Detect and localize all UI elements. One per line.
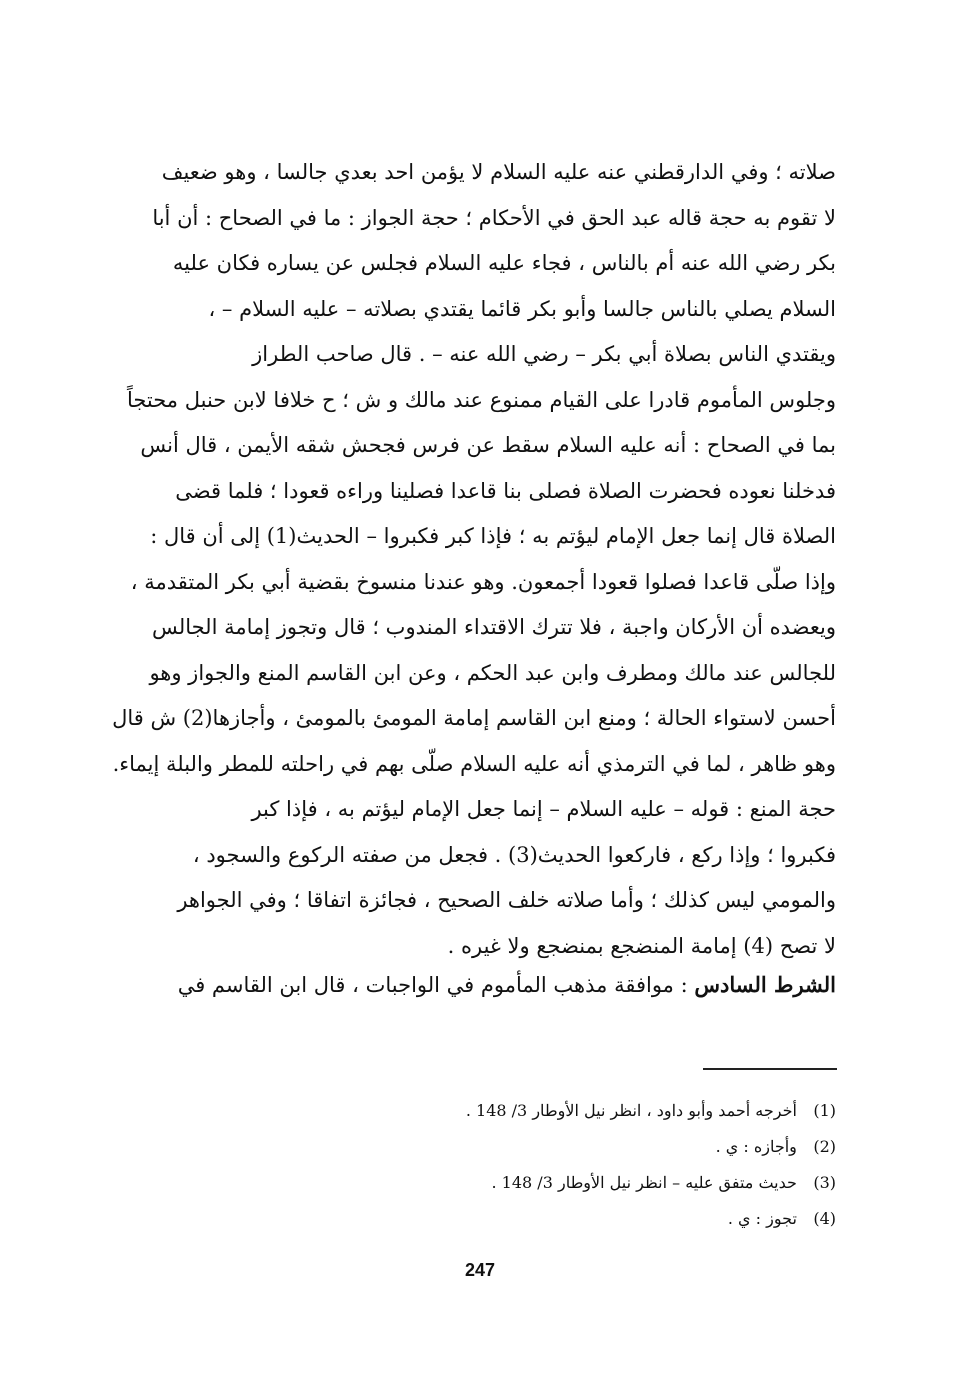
text-line: لا تصح (4) إمامة المنضجع بمنضجع ولا غيره . bbox=[447, 933, 836, 958]
text-line: السلام يصلي بالناس جالسا وأبو بكر قائما يقتدي بصلاته – عليه السلام – ، bbox=[208, 296, 836, 321]
footnote-text: تجوز : ي . bbox=[727, 1209, 797, 1228]
footnote-item bbox=[300, 1201, 836, 1237]
section-heading-title: الشرط السادس bbox=[694, 972, 836, 997]
text-line: وإذا صلّى قاعدا فصلوا قعودا أجمعون. وهو عندنا منسوخ بقضية أبي بكر المتقدمة ، bbox=[130, 569, 836, 594]
footnotes bbox=[300, 1093, 836, 1237]
page-number: 247 bbox=[464, 1260, 496, 1280]
text-line: لا تقوم به حجة قاله عبد الحق في الأحكام ؛ حجة الجواز : ما في الصحاح : أن أبا bbox=[152, 205, 836, 230]
text-line: حجة المنع : قوله – عليه السلام – إنما جعل الإمام ليؤتم به ، فإذا كبر bbox=[251, 797, 836, 821]
section-heading-text: : موافقة مذهب المأموم في الواجبات ، قال ابن القاسم في bbox=[177, 973, 695, 997]
footnote-item bbox=[300, 1165, 836, 1201]
footnote-number: (4) bbox=[813, 1209, 836, 1228]
text-line: ويعضده أن الأركان واجبة ، فلا تترك الاقتداء المندوب ؛ قال وتجوز إمامة الجالس bbox=[152, 615, 836, 639]
main-text-block bbox=[112, 150, 836, 969]
footnote-text: أخرجه أحمد وأبو داود ، انظر نيل الأوطار 3/ 148 . bbox=[465, 1101, 797, 1120]
text-line: فدخلنا نعوده فحضرت الصلاة فصلى بنا قاعدا فصلينا وراءه قعودا ؛ فلما قضى bbox=[175, 478, 836, 503]
footnote-item bbox=[300, 1129, 836, 1165]
text-line: وجلوس المأموم قادرا على القيام ممنوع عند مالك و ش ؛ ح خلافا لابن حنبل محتجاً bbox=[126, 387, 836, 412]
section-heading-line bbox=[158, 962, 836, 1008]
text-line: صلاته ؛ وفي الدارقطني عنه عليه السلام لا يؤمن احد بعدي جالسا ، وهو ضعيف bbox=[161, 160, 836, 184]
text-line: الصلاة قال إنما جعل الإمام ليؤتم به ؛ فإذا كبر فكبروا – الحديث(1) إلى أن قال : bbox=[150, 524, 836, 548]
footnote-text: حديث متفق عليه – انظر نيل الأوطار 3/ 148 . bbox=[491, 1173, 797, 1192]
footnote-number: (1) bbox=[813, 1101, 836, 1120]
footnote-text: وأجازه : ي . bbox=[715, 1137, 797, 1156]
footnote-item bbox=[300, 1093, 836, 1129]
footnote-separator bbox=[703, 1068, 837, 1070]
text-line: والمومي ليس كذلك ؛ وأما صلاته خلف الصحيح ، فجائزة اتفاقا ؛ وفي الجواهر bbox=[177, 888, 836, 912]
footnote-number: (3) bbox=[813, 1173, 836, 1192]
text-line: وهو ظاهر ، لما في الترمذي أنه عليه السلام صلّى بهم في راحلته للمطر والبلة إيماء. bbox=[112, 751, 836, 776]
text-line: بكر رضي الله عنه أم بالناس ، فجاء عليه السلام فجلس عن يساره فكان عليه bbox=[172, 251, 836, 275]
text-line: بما في الصحاح : أنه عليه السلام سقط عن فرس فجحش شقه الأيمن ، قال أنس bbox=[140, 433, 836, 457]
text-line: للجالس عند مالك ومطرف وابن عبد الحكم ، وعن ابن القاسم المنع والجواز وهو bbox=[149, 660, 836, 685]
text-line: فكبروا ؛ وإذا ركع ، فاركعوا الحديث(3) . فجعل من صفته الركوع والسجود ، bbox=[192, 842, 836, 867]
text-line: أحسن لاستواء الحالة ؛ ومنع ابن القاسم إمامة المومئ بالمومئ ، وأجازها(2) ش قال bbox=[112, 706, 836, 730]
footnote-number: (2) bbox=[813, 1137, 836, 1156]
text-line: ويقتدي الناس بصلاة أبي بكر – رضي الله عنه – . قال صاحب الطراز bbox=[252, 342, 836, 366]
